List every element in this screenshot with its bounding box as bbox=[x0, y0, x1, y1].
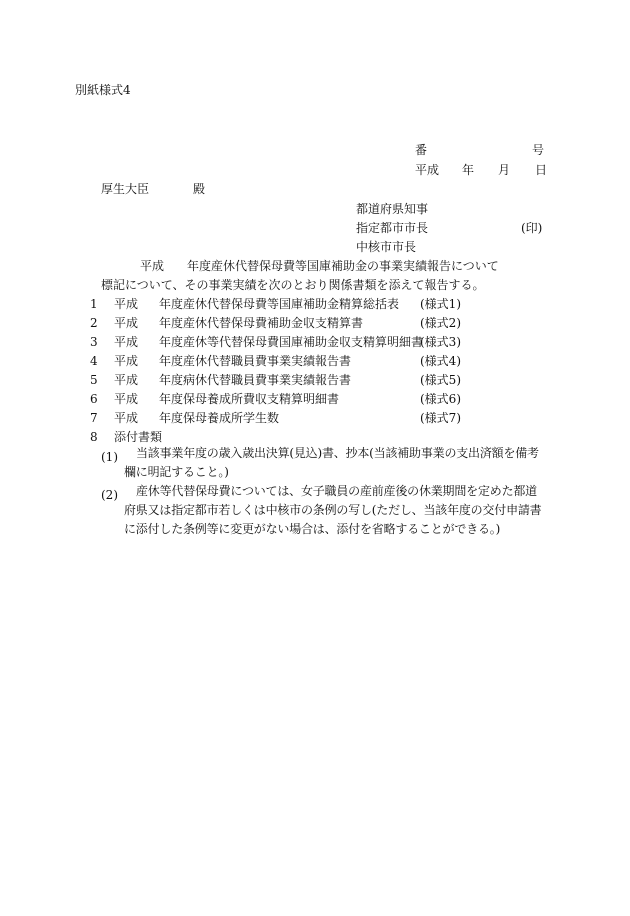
item-name: 年度産休代替保母費等国庫補助金精算総括表 bbox=[159, 297, 400, 311]
item-name: 年度病休代替職員費事業実績報告書 bbox=[159, 373, 352, 387]
item-form-ref: (様式5) bbox=[420, 373, 461, 387]
date-month: 月 bbox=[498, 163, 511, 177]
date-day: 日 bbox=[535, 163, 548, 177]
note-text: 当該事業年度の歳入歳出決算(見込)書、抄本(当該補助事業の支出済額を備考欄に明記すること。) bbox=[124, 446, 539, 479]
date-era: 平成 bbox=[415, 163, 440, 177]
ref-number-suffix: 号 bbox=[532, 143, 545, 157]
item-number: 2 bbox=[90, 316, 98, 330]
item-era: 平成 bbox=[114, 316, 139, 330]
item-era: 平成 bbox=[114, 354, 139, 368]
item-number: 1 bbox=[90, 297, 98, 311]
item-era: 平成 bbox=[114, 373, 139, 387]
item-name: 年度産休等代替保母費国庫補助金収支精算明細書 bbox=[159, 335, 424, 349]
item-form-ref: (様式2) bbox=[420, 316, 461, 330]
item-number: 4 bbox=[90, 354, 98, 368]
item-number: 3 bbox=[90, 335, 98, 349]
sender-line-1: 都道府県知事 bbox=[356, 202, 429, 216]
item-era: 平成 bbox=[114, 297, 139, 311]
title-era: 平成 bbox=[140, 259, 165, 273]
item-name: 年度産休代替保母費補助金収支精算書 bbox=[159, 316, 364, 330]
ref-number-prefix: 番 bbox=[415, 143, 428, 157]
addressee-name: 厚生大臣 bbox=[101, 182, 150, 196]
attachments-number: 8 bbox=[90, 430, 98, 444]
form-label: 別紙様式4 bbox=[75, 83, 131, 97]
sender-line-2: 指定都市市長 bbox=[356, 221, 429, 235]
intro-text: 標記について、その事業実績を次のとおり関係書類を添えて報告する。 bbox=[101, 278, 485, 292]
sender-line-3: 中核市市長 bbox=[356, 240, 417, 254]
item-name: 年度保母養成所費収支精算明細書 bbox=[159, 392, 340, 406]
item-era: 平成 bbox=[114, 392, 139, 406]
item-name: 年度保母養成所学生数 bbox=[159, 411, 280, 425]
item-number: 6 bbox=[90, 392, 98, 406]
item-name: 年度産休代替職員費事業実績報告書 bbox=[159, 354, 352, 368]
note-marker: (1) bbox=[101, 450, 118, 464]
item-form-ref: (様式6) bbox=[420, 392, 461, 406]
note-marker: (2) bbox=[101, 488, 118, 502]
item-era: 平成 bbox=[114, 335, 139, 349]
item-form-ref: (様式3) bbox=[420, 335, 461, 349]
item-number: 7 bbox=[90, 411, 98, 425]
item-form-ref: (様式4) bbox=[420, 354, 461, 368]
item-form-ref: (様式7) bbox=[420, 411, 461, 425]
addressee-honorific: 殿 bbox=[193, 182, 206, 196]
item-number: 5 bbox=[90, 373, 98, 387]
note-text: 産休等代替保母費については、女子職員の産前産後の休業期間を定めた都道府県又は指定都市若しくは中核市の条例の写し(ただし、当該年度の交付申請書に添付した条例等に変更がない場合は、添付を省略することができる。) bbox=[124, 484, 542, 536]
date-year: 年 bbox=[462, 163, 475, 177]
attachments-heading: 添付書類 bbox=[114, 430, 163, 444]
seal-mark: (印) bbox=[521, 221, 543, 235]
item-form-ref: (様式1) bbox=[420, 297, 461, 311]
document-title: 年度産休代替保母費等国庫補助金の事業実績報告について bbox=[187, 259, 499, 273]
item-era: 平成 bbox=[114, 411, 139, 425]
